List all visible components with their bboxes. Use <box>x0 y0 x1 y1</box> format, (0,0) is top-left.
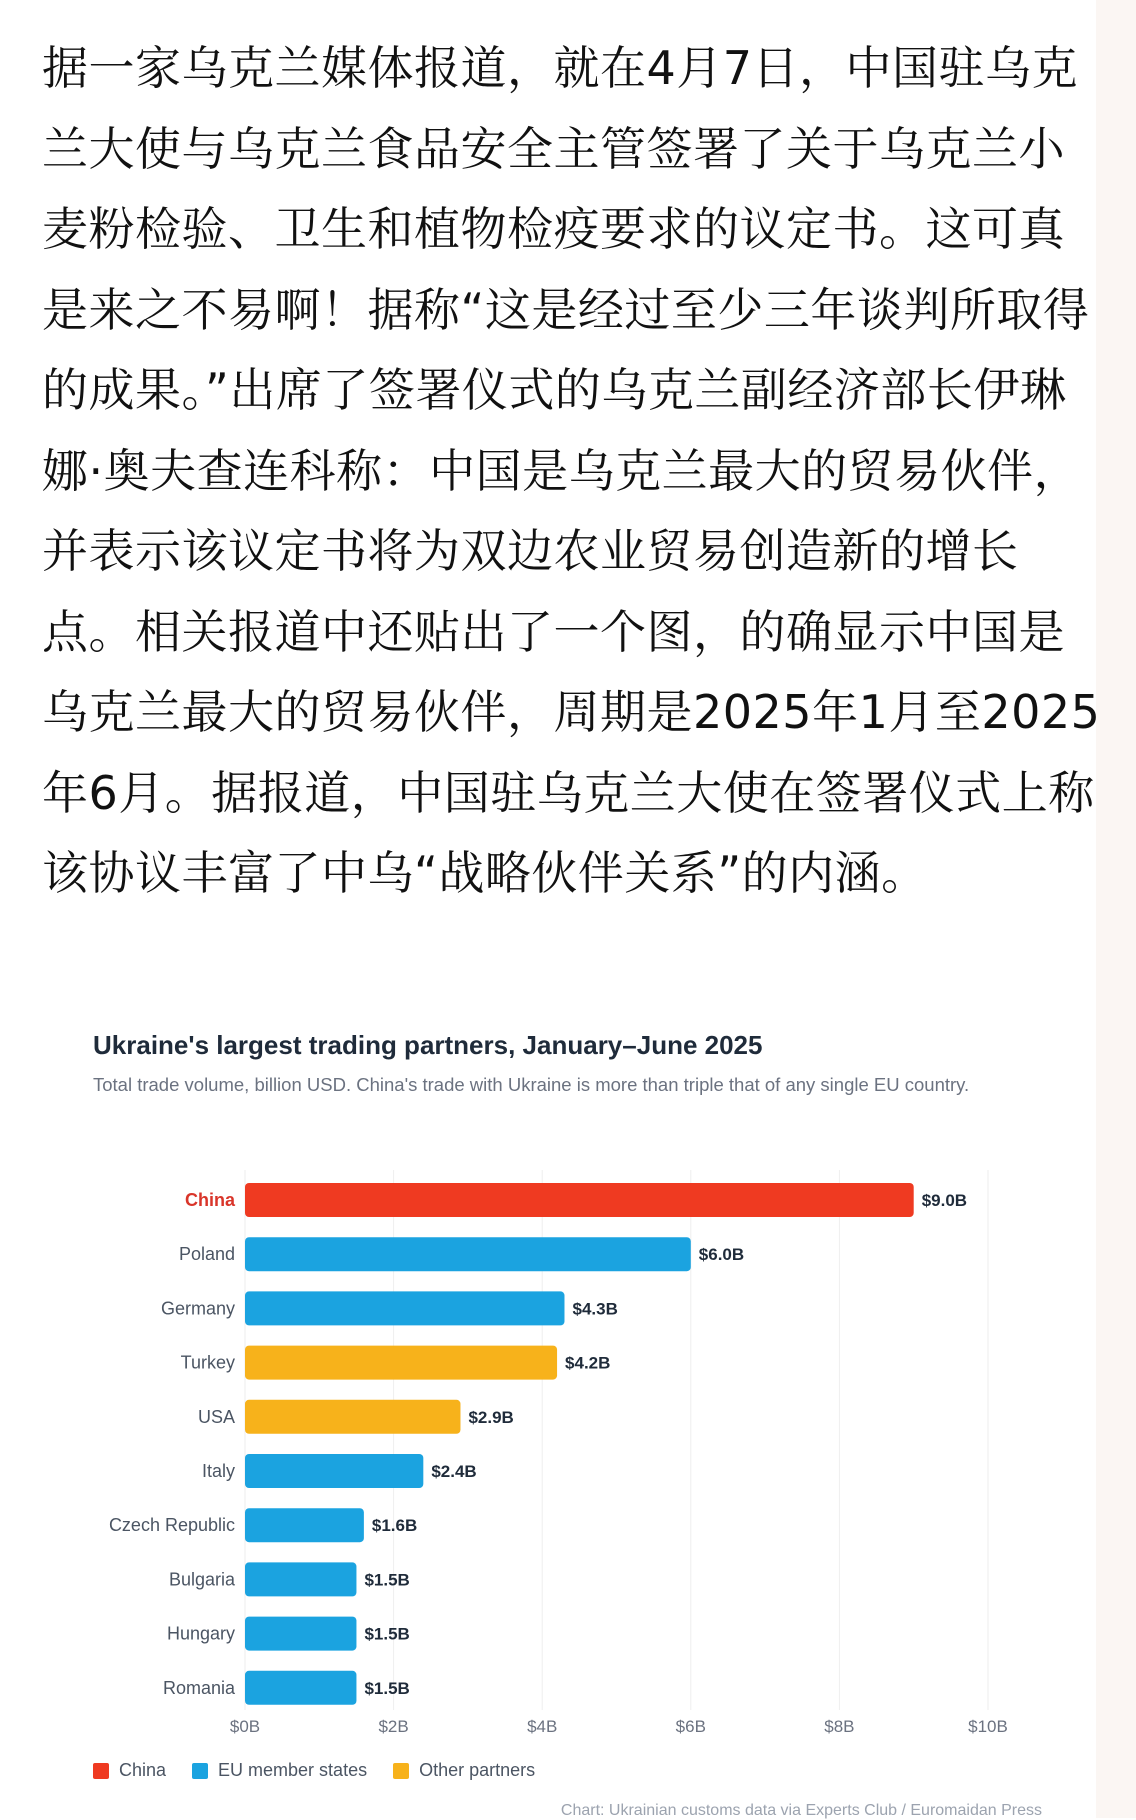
chart-subtitle: Total trade volume, billion USD. China's trade with Ukraine is more than triple that of any single EU country. <box>93 1074 970 1095</box>
x-tick-label: $8B <box>824 1717 855 1736</box>
legend-swatch-eu <box>192 1763 208 1779</box>
bar <box>245 1671 356 1705</box>
data-label: $1.5B <box>364 1624 410 1644</box>
data-label: $1.5B <box>364 1570 410 1590</box>
bar <box>245 1183 914 1217</box>
bar <box>245 1562 356 1596</box>
legend-swatch-china <box>93 1763 109 1779</box>
legend-label-eu: EU member states <box>218 1760 368 1780</box>
category-label: Romania <box>162 1677 235 1698</box>
chart-title: Ukraine's largest trading partners, January–June 2025 <box>93 1030 763 1060</box>
category-label: Turkey <box>180 1352 235 1373</box>
category-label: Czech Republic <box>108 1515 235 1536</box>
category-label: Poland <box>178 1244 235 1265</box>
chart-source: Chart: Ukrainian customs data via Experts Club / Euromaidan Press <box>560 1802 1042 1819</box>
bar <box>245 1508 364 1542</box>
category-label: Hungary <box>166 1623 235 1644</box>
x-tick-label: $10B <box>968 1717 1008 1736</box>
bar <box>245 1617 356 1651</box>
data-label: $2.9B <box>468 1407 514 1427</box>
bar <box>245 1291 564 1325</box>
x-tick-label: $2B <box>378 1717 409 1736</box>
bar <box>245 1237 691 1271</box>
x-tick-label: $6B <box>675 1717 706 1736</box>
legend-item-china <box>93 1760 166 1781</box>
legend-label-china: China <box>119 1760 167 1780</box>
data-label: $2.4B <box>431 1462 477 1481</box>
legend-label-other: Other partners <box>419 1760 536 1780</box>
legend-swatch-other <box>393 1763 409 1779</box>
category-label: USA <box>197 1406 235 1427</box>
category-label: Bulgaria <box>168 1569 235 1590</box>
x-tick-label: $4B <box>527 1717 558 1736</box>
data-label: $1.6B <box>371 1516 418 1536</box>
chart-legend <box>93 1760 535 1781</box>
x-tick-label: $0B <box>229 1717 261 1736</box>
data-label: $1.5B <box>364 1678 410 1698</box>
bar <box>245 1400 460 1434</box>
data-label: $4.2B <box>565 1353 611 1373</box>
chart-image[interactable] <box>62 1020 1072 1818</box>
category-label: China <box>184 1190 235 1210</box>
category-label: Germany <box>160 1298 235 1319</box>
bar <box>245 1346 557 1380</box>
bar-chart <box>62 1020 1072 1740</box>
bar <box>245 1454 423 1488</box>
category-label: Italy <box>201 1461 235 1481</box>
legend-item-eu <box>192 1760 367 1781</box>
data-label: $6.0B <box>698 1245 745 1265</box>
data-label: $4.3B <box>572 1299 618 1319</box>
background-strip <box>1096 0 1136 1818</box>
data-label: $9.0B <box>921 1191 968 1210</box>
legend-item-other <box>393 1760 535 1781</box>
post-body-text: 据一家乌克兰媒体报道，就在4月7日，中国驻乌克兰大使与乌克兰食品安全主管签署了关于乌克兰小麦粉检验、卫生和植物检疫要求的议定书。这可真是来之不易啊！据称“这是经过至少三年谈判所取得的成果。”出席了签署仪式的乌克兰副经济部长伊琳娜·奥夫查连科称：中国是乌克兰最大的贸易伙伴，并表示该议定书将为双边农业贸易创造新的增长点。相关报道中还贴出了一个图，的确显示中国是乌克兰最大的贸易伙伴，周期是2025年1月至2025年6月。据报道，中国驻乌克兰大使在签署仪式上称该协议丰富了中乌“战略伙伴关系”的内涵。 <box>42 41 1101 900</box>
